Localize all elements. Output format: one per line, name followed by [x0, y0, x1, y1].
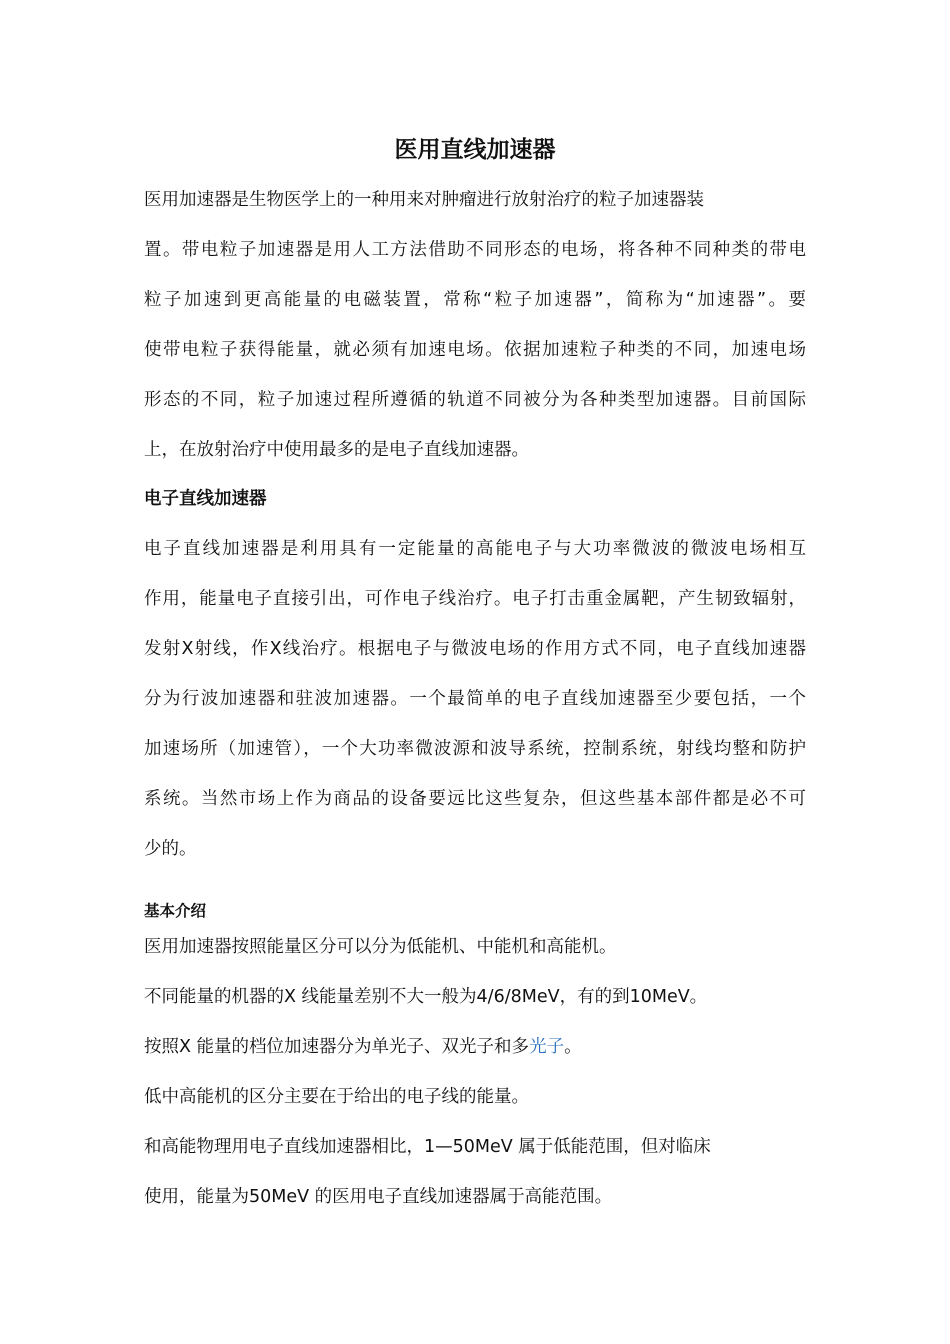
section1-line-3: 发射X射线，作X线治疗。根据电子与微波电场的作用方式不同，电子直线加速器 — [144, 639, 806, 659]
section2-line-3 — [144, 1034, 824, 1060]
section2-line-5: 和高能物理用电子直线加速器相比，1—50MeV 属于低能范围，但对临床 — [144, 1137, 711, 1157]
intro-line-3: 粒子加速到更高能量的电磁装置，常称“粒子加速器”，简称为“加速器”。要 — [144, 290, 806, 310]
section2-line-2: 不同能量的机器的X 线能量差别不大一般为4/6/8MeV，有的到10MeV。 — [144, 987, 708, 1007]
section-heading-basic-intro: 基本介绍 — [144, 902, 207, 920]
section2-line-3-prefix: 按照X 能量的档位加速器分为单光子、双光子和多 — [144, 1037, 530, 1057]
section1-line-7: 少的。 — [144, 839, 197, 859]
section1-line-1: 电子直线加速器是利用具有一定能量的高能电子与大功率微波的微波电场相互 — [144, 539, 806, 559]
section2-line-6: 使用，能量为50MeV 的医用电子直线加速器属于高能范围。 — [144, 1187, 613, 1207]
document-title: 医用直线加速器 — [394, 137, 556, 163]
intro-line-1: 医用加速器是生物医学上的一种用来对肿瘤进行放射治疗的粒子加速器装 — [144, 190, 704, 210]
section1-line-5: 加速场所（加速管），一个大功率微波源和波导系统，控制系统，射线均整和防护 — [144, 739, 806, 759]
intro-line-4: 使带电粒子获得能量，就必须有加速电场。依据加速粒子种类的不同，加速电场 — [144, 340, 806, 360]
section1-line-6: 系统。当然市场上作为商品的设备要远比这些复杂，但这些基本部件都是必不可 — [144, 789, 806, 809]
section2-line-3-suffix: 。 — [564, 1037, 582, 1057]
intro-line-5: 形态的不同，粒子加速过程所遵循的轨道不同被分为各种类型加速器。目前国际 — [144, 390, 806, 410]
section2-line-1: 医用加速器按照能量区分可以分为低能机、中能机和高能机。 — [144, 937, 617, 957]
section1-line-4: 分为行波加速器和驻波加速器。一个最简单的电子直线加速器至少要包括，一个 — [144, 689, 806, 709]
intro-line-6: 上，在放射治疗中使用最多的是电子直线加速器。 — [144, 440, 529, 460]
photon-link[interactable]: 光子 — [529, 1037, 565, 1057]
section2-line-4: 低中高能机的区分主要在于给出的电子线的能量。 — [144, 1087, 529, 1107]
section1-line-2: 作用，能量电子直接引出，可作电子线治疗。电子打击重金属靶，产生韧致辐射， — [144, 589, 806, 609]
section-heading-electron-linac: 电子直线加速器 — [144, 489, 267, 509]
intro-line-2: 置。带电粒子加速器是用人工方法借助不同形态的电场，将各种不同种类的带电 — [144, 240, 806, 260]
